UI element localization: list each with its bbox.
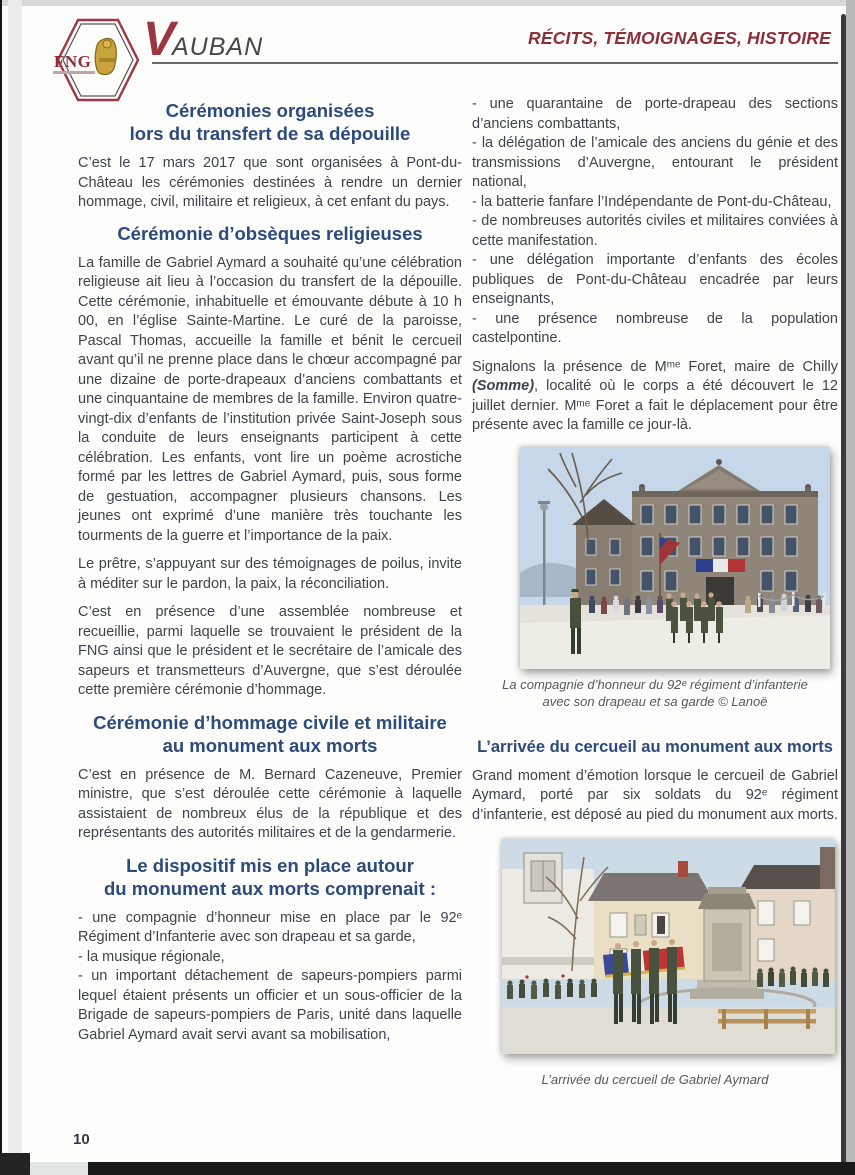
left-buildings (502, 853, 594, 979)
list-item-musique: - la musique régionale, (78, 948, 225, 965)
scan-edge-bottom-light (30, 1162, 88, 1175)
heading-obseques-religieuses: Cérémonie d’obsèques religieuses (117, 222, 423, 244)
left-column (78, 95, 462, 1045)
paragraph-pretre: Le prêtre, s’appuyant sur des témoignages de poilus, invite à méditer sur le pardon, la paix, la réconciliation. (78, 556, 462, 592)
list-item-porte-drapeau: - une quarantaine de porte-drapeau des sections d’anciens combattants, (472, 96, 838, 132)
list-item-autorites: - de nombreuses autorités civiles et militaires conviées à cette manifestation. (472, 213, 838, 249)
paragraph-assemblee: C’est en présence d’une assemblée nombreuse et recueillie, parmi laquelle se trouvaient le président de la FNG ainsi que le président et le secrétaire de l’amicale des sapeurs et transmetteurs d’Auvergne, que s’est déroulée cette première cérémonie d’hommage. (78, 604, 462, 698)
right-house (740, 847, 835, 981)
vauban-logo-text: AUBAN (172, 33, 264, 61)
scan-edge-top (0, 0, 855, 6)
scan-edge-bottom (88, 1162, 855, 1175)
honor-company-photo (520, 447, 830, 669)
heading-ceremonies-organisees: Cérémonies organisées lors du transfert de sa dépouille (129, 100, 411, 144)
fng-logo (44, 18, 154, 102)
page-number: 10 (73, 1131, 90, 1148)
vauban-logo-v: V (143, 13, 176, 66)
scan-edge-left-line (0, 0, 2, 1175)
scan-edge-bottom-corner (0, 1153, 30, 1175)
list-item-delegation-genie: - la délégation de l’amicale des anciens du génie et des transmissions d’Auvergne, entourant le président national, (472, 135, 838, 190)
paragraph-cazeneuve: C’est en présence de M. Bernard Cazeneuve, Premier ministre, que s’est déroulée cette cérémonie à laquelle assistaient de nombreux élus de la république et des représentants des autorités militaires et de la gendarmerie. (78, 766, 462, 841)
heading-dispositif: Le dispositif mis en place autour du monument aux morts comprenait : (103, 854, 436, 899)
right-column (472, 95, 838, 1088)
list-item-population: - une présence nombreuse de la population castelpontine. (472, 310, 838, 346)
distant-hill (520, 562, 578, 596)
list-item-delegation-ecoles: - une délégation importante d’enfants des écoles publiques de Pont-du-Château encadrée par leurs enseignants, (472, 252, 838, 307)
paragraph-intro: C’est le 17 mars 2017 que sont organisées à Pont-du-Château les cérémonies destinées à rendre un dernier hommage, civil, militaire et religieux, à cet enfant du pays. (78, 155, 462, 210)
heading-hommage-civil-militaire: Cérémonie d’hommage civile et militaire au monument aux morts (93, 711, 447, 756)
paragraph-mme-foret: Signalons la présence de Mᵐᵉ Foret, maire de Chilly (Somme), localité où le corps a été découvert le 12 juillet dernier. Mᵐᵉ Foret a fait le déplacement pour être présente avec la famille ce jour-là. (472, 358, 838, 433)
heading-arrivee-cercueil: L’arrivée du cercueil au monument aux morts (477, 737, 833, 756)
scan-edge-left-band (8, 0, 22, 1175)
list-item-compagnie-honneur: - une compagnie d’honneur mise en place par le 92ᵉ Régiment d’Infanterie avec son drapeau et sa garde, (78, 909, 462, 945)
header-rule (152, 62, 838, 64)
list-item-sapeurs-pompiers: - un important détachement de sapeurs-pompiers parmi lequel étaient présents un officier et un sous-officier de la Brigade de sapeurs-pompiers de Paris, unité dans laquelle Gabriel Aymard avait servi avant sa mobilisation, (78, 968, 462, 1043)
gold-soldier-emblem-icon (95, 38, 116, 74)
paragraph-obseques: La famille de Gabriel Aymard a souhaité qu’une célébration religieuse ait lieu à l’occasion du transfert de la dépouille. Cette cérémonie, inhabituelle et émouvante débute à 10 h 00, en l’église Sainte-Martine. Le curé de la paroisse, Pascal Thomas, accueille la famille et bénit le cercueil avant qu’il ne prenne place dans le chœur accompagné par une dizaine de porte-drapeaux d’anciens combattants et une cinquantaine de membres de la famille. Environ quatre-vingt-dix d’enfants de l’institution privée Saint-Joseph sous la conduite de leurs enseignants participent à cette célébration. Les enfants, vont lire un poème acrostiche formé par les lettres de Gabriel Aymard, puis, sous forme de gestuation, accompagner plusieurs chansons. Les jeunes ont exprimé d’une manière très touchante les tourments de la guerre et l’importance de la paix. (78, 254, 462, 544)
paragraph-cercueil: Grand moment d’émotion lorsque le cercueil de Gabriel Aymard, porté par six soldats du 92ᵉ régiment d’infanterie, est déposé au pied du monument aux morts. (472, 767, 838, 823)
section-title: RÉCITS, TÉMOIGNAGES, HISTOIRE (527, 28, 831, 48)
list-item-batterie-fanfare: - la batterie fanfare l’Indépendante de Pont-du-Château, (472, 193, 832, 210)
photo2-caption: L’arrivée du cercueil de Gabriel Aymard (541, 1072, 769, 1087)
photo1-caption: La compagnie d’honneur du 92ᵉ régiment d’infanterie avec son drapeau et sa garde © Lanoë (502, 676, 808, 709)
scan-edge-right-band (846, 0, 855, 1175)
fng-logo-subtext (53, 71, 95, 74)
somme-italic: (Somme) (472, 378, 535, 394)
fng-logo-text: FNG (54, 52, 92, 71)
coffin-arrival-photo (502, 839, 835, 1054)
tricolor-bunting (696, 559, 745, 572)
